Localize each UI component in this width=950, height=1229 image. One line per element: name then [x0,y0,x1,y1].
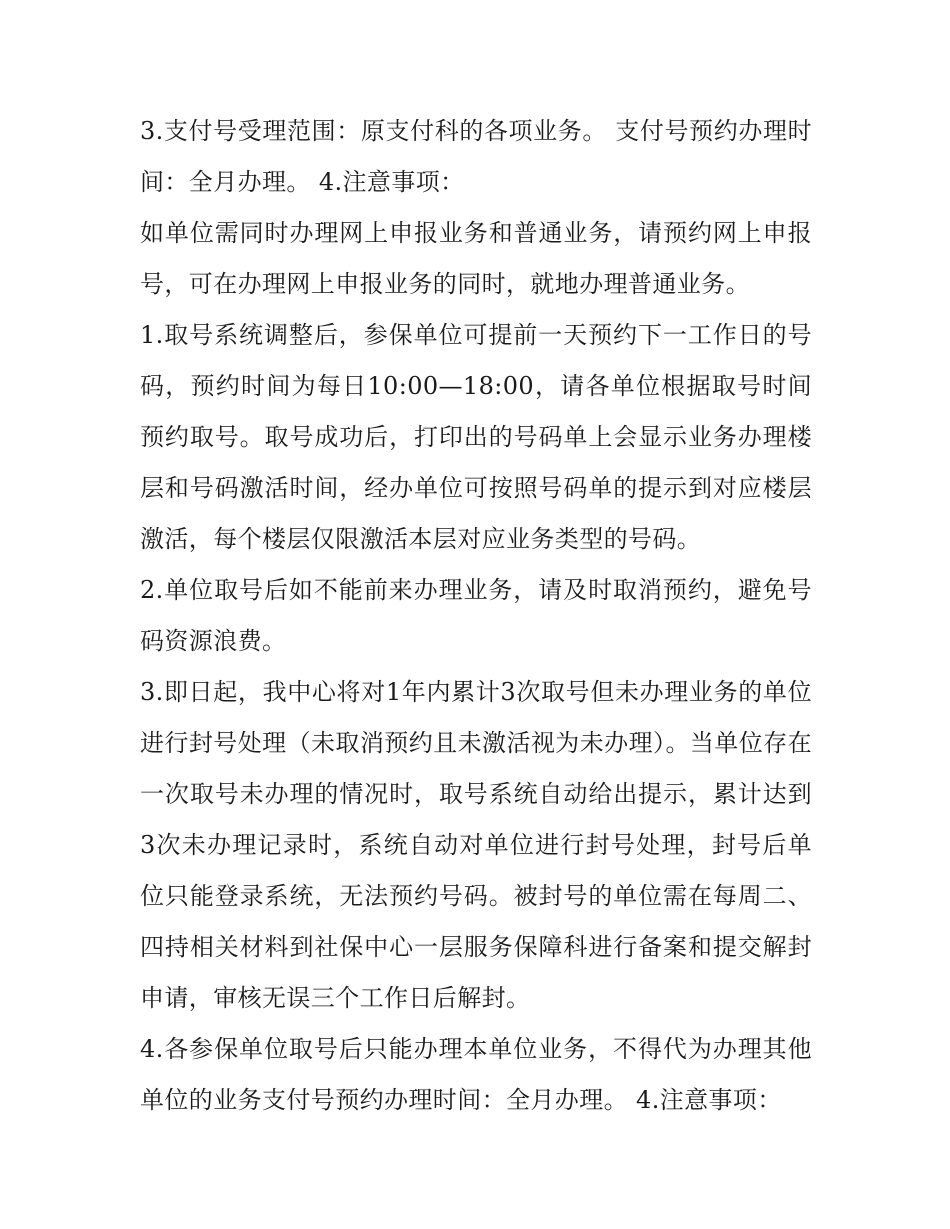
paragraph-account-suspension: 3.即日起，我中心将对1年内累计3次取号但未办理业务的单位进行封号处理（未取消预约且未激活视为未办理）。当单位存在一次取号未办理的情况时，取号系统自动给出提示，累计达到3次未办理记录时，系统自动对单位进行封号处理，封号后单位只能登录系统，无法预约号码。被封号的单位需在每周二、四持相关材料到社保中心一层服务保障科进行备案和提交解封申请，审核无误三个工作日后解封。 [140,678,812,1012]
paragraph-own-business-only: 4.各参保单位取号后只能办理本单位业务，不得代为办理其他单位的业务支付号预约办理时间：全月办理。 4.注意事项： [140,1035,812,1114]
paragraph-cancel-reservation: 2.单位取号后如不能前来办理业务，请及时取消预约，避免号码资源浪费。 [140,576,812,655]
paragraph-payment-scope: 3.支付号受理范围：原支付科的各项业务。 支付号预约办理时间：全月办理。 4.注意事项： [140,117,812,196]
paragraph-number-system-adjustment: 1.取号系统调整后，参保单位可提前一天预约下一工作日的号码，预约时间为每日10:00—18:00，请各单位根据取号时间预约取号。取号成功后，打印出的号码单上会显示业务办理楼层和号码激活时间，经办单位可按照号码单的提示到对应楼层激活，每个楼层仅限激活本层对应业务类型的号码。 [140,321,812,553]
paragraph-online-declaration: 如单位需同时办理网上申报业务和普通业务，请预约网上申报号，可在办理网上申报业务的同时，就地办理普通业务。 [140,219,812,298]
document-body [140,106,812,1126]
